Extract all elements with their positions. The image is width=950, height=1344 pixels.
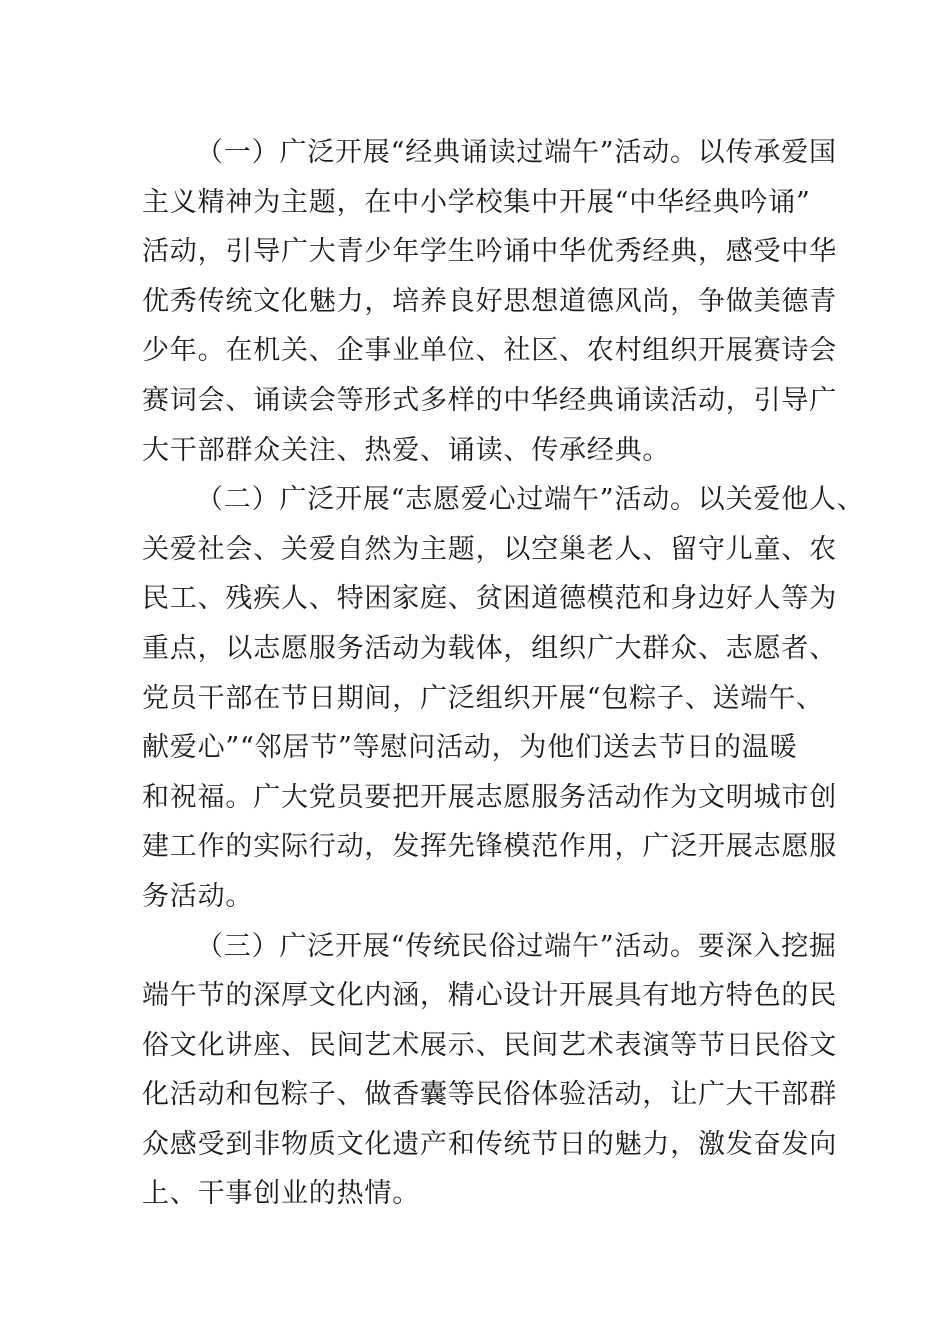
paragraph-line: 党员干部在节日期间，广泛组织开展“包粽子、送端午、 <box>142 682 824 714</box>
paragraph-line: 众感受到非物质文化遗产和传统节日的魅力，激发奋发向 <box>142 1128 837 1160</box>
paragraph-line: 活动，引导广大青少年学生吟诵中华优秀经典，感受中华 <box>142 236 837 268</box>
paragraph-line: 端午节的深厚文化内涵，精心设计开展具有地方特色的民 <box>142 980 837 1012</box>
paragraph-line: 建工作的实际行动，发挥先锋模范作用，广泛开展志愿服 <box>142 831 837 863</box>
paragraph-line: 关爱社会、关爱自然为主题，以空巢老人、留守儿童、农 <box>142 533 837 565</box>
paragraph-line: 主义精神为主题，在中小学校集中开展“中华经典吟诵” <box>142 186 811 218</box>
paragraph-line: 和祝福。广大党员要把开展志愿服务活动作为文明城市创 <box>142 781 837 813</box>
paragraph-line: 大干部群众关注、热爱、诵读、传承经典。 <box>142 434 671 466</box>
document-body <box>142 128 865 1219</box>
paragraph-line: 献爱心”“邻居节”等慰问活动，为他们送去节日的温暖 <box>142 732 798 764</box>
paragraph-line: （三）广泛开展“传统民俗过端午”活动。要深入挖掘 <box>196 930 837 962</box>
paragraph-line: 务活动。 <box>142 880 254 912</box>
paragraph-line: （二）广泛开展“志愿爱心过端午”活动。以关爱他人、 <box>196 484 865 516</box>
paragraph-line: 优秀传统文化魅力，培养良好思想道德风尚，争做美德青 <box>142 285 837 317</box>
paragraph-line: 化活动和包粽子、做香囊等民俗体验活动，让广大干部群 <box>142 1079 837 1111</box>
paragraph-line: 上、干事创业的热情。 <box>142 1178 420 1210</box>
paragraph-line: 俗文化讲座、民间艺术展示、民间艺术表演等节日民俗文 <box>142 1029 837 1061</box>
paragraph-1 <box>142 128 842 475</box>
paragraph-line: 民工、残疾人、特困家庭、贫困道德模范和身边好人等为 <box>142 583 837 615</box>
paragraph-line: 赛词会、诵读会等形式多样的中华经典诵读活动，引导广 <box>142 384 837 416</box>
paragraph-2 <box>142 475 865 921</box>
paragraph-line: 重点，以志愿服务活动为载体，组织广大群众、志愿者、 <box>142 632 837 664</box>
paragraph-line: 少年。在机关、企事业单位、社区、农村组织开展赛诗会 <box>142 335 837 367</box>
paragraph-3 <box>142 922 842 1220</box>
paragraph-line: （一）广泛开展“经典诵读过端午”活动。以传承爱国 <box>196 137 837 168</box>
